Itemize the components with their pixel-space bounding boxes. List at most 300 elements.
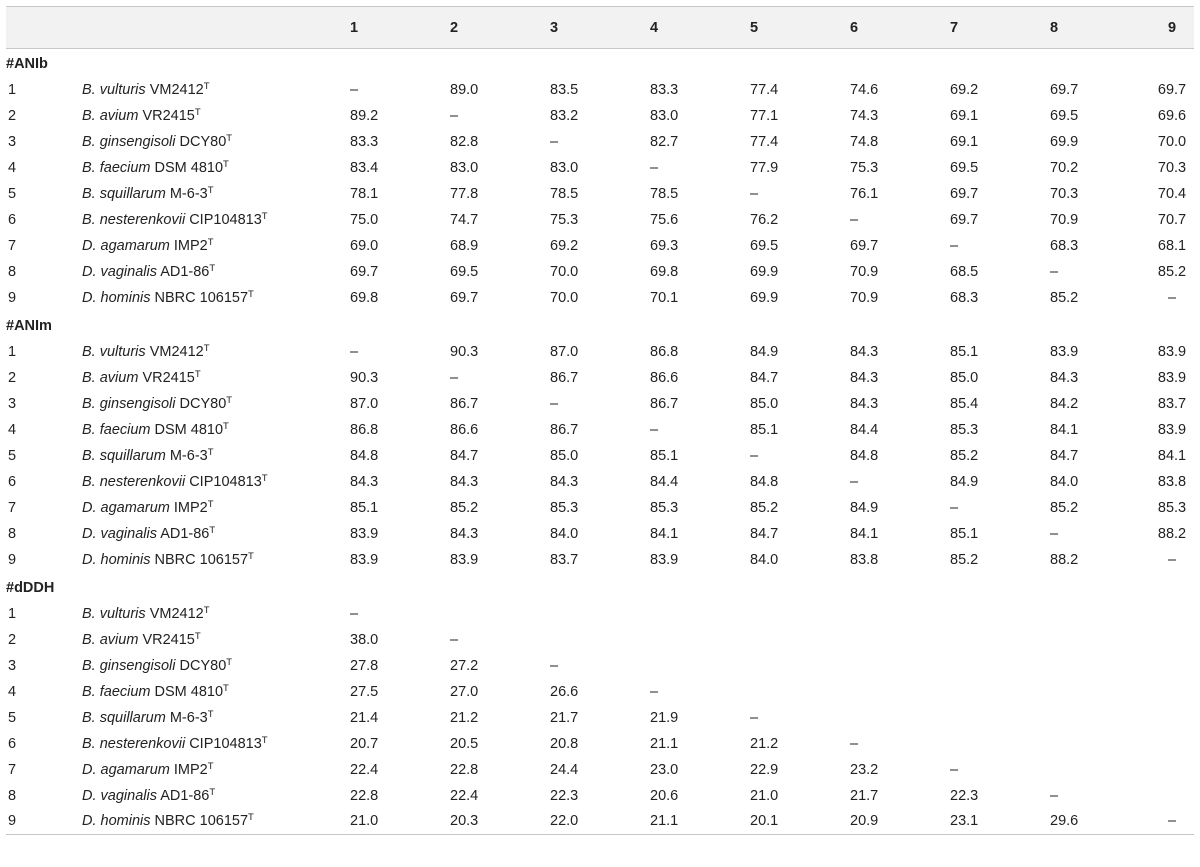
value-cell: 84.7	[750, 369, 779, 386]
table-row	[6, 547, 1194, 573]
row-number: 9	[6, 809, 82, 835]
column-header-1: 1	[350, 7, 450, 49]
value-cell: 83.4	[350, 159, 379, 176]
header-blank-num	[6, 7, 82, 49]
type-strain-marker: T	[194, 368, 201, 380]
value-cell: 85.2	[1050, 289, 1079, 306]
value-cell: 86.8	[650, 343, 679, 360]
value-cell: 69.7	[1157, 81, 1187, 98]
table-row	[6, 653, 1194, 679]
value-cell: 76.1	[850, 185, 879, 202]
table-row	[6, 77, 1194, 103]
value-cell: 69.7	[950, 211, 979, 228]
value-cell: 86.6	[650, 369, 679, 386]
type-strain-marker: T	[209, 262, 216, 274]
section-row	[6, 573, 1194, 601]
species-name: B. ginsengisoli	[82, 657, 176, 674]
value-cell: 85.1	[950, 343, 979, 360]
value-cell: 75.3	[550, 211, 579, 228]
column-header-4: 4	[650, 7, 750, 49]
strain-name	[82, 259, 350, 285]
value-cell: –	[750, 709, 759, 726]
value-cell	[950, 627, 1050, 653]
value-cell: 76.2	[750, 211, 779, 228]
row-number: 2	[8, 107, 17, 124]
species-name: B. nesterenkovii	[82, 211, 186, 228]
table-row	[6, 469, 1194, 495]
type-strain-marker: T	[223, 682, 229, 694]
value-cell	[950, 679, 1050, 705]
value-cell: 20.7	[350, 735, 379, 752]
column-header-7: 7	[950, 7, 1050, 49]
table-row	[6, 155, 1194, 181]
value-cell: 22.0	[550, 809, 650, 835]
value-cell: 22.9	[750, 761, 779, 778]
species-name: D. agamarum	[82, 761, 170, 778]
value-cell: 84.7	[450, 447, 479, 464]
value-cell: –	[1050, 263, 1059, 280]
value-cell: 85.3	[950, 421, 979, 438]
value-cell: 89.0	[450, 81, 479, 98]
section-title: #dDDH	[6, 579, 55, 596]
strain-name	[82, 339, 350, 365]
row-number: 9	[8, 551, 17, 568]
value-cell: 26.6	[550, 683, 579, 700]
strain-id: CIP104813	[189, 473, 262, 490]
strain-id: VM2412	[149, 605, 204, 622]
strain-id: M-6-3	[169, 447, 208, 464]
type-strain-marker: T	[226, 656, 233, 668]
type-strain-marker: T	[203, 342, 210, 354]
strain-id: DSM 4810	[154, 683, 224, 700]
value-cell: 70.4	[1157, 185, 1187, 202]
strain-name	[82, 129, 350, 155]
table-row	[6, 521, 1194, 547]
strain-name	[82, 809, 350, 835]
value-cell: 75.6	[650, 211, 679, 228]
value-cell: 84.4	[650, 473, 679, 490]
value-cell: 70.0	[550, 289, 579, 306]
table-row	[6, 627, 1194, 653]
strain-name	[82, 705, 350, 731]
strain-name	[82, 181, 350, 207]
value-cell: 69.1	[950, 133, 979, 150]
value-cell: 78.5	[650, 185, 679, 202]
value-cell: 21.7	[850, 787, 879, 804]
species-name: D. agamarum	[82, 499, 170, 516]
value-cell	[450, 601, 550, 627]
value-cell: –	[550, 395, 559, 412]
value-cell: –	[550, 657, 559, 674]
value-cell: –	[1050, 525, 1059, 542]
value-cell: 22.8	[350, 787, 379, 804]
value-cell: 78.1	[350, 185, 379, 202]
strain-name	[82, 155, 350, 181]
value-cell: 77.8	[450, 185, 479, 202]
table-body	[6, 49, 1194, 835]
value-cell	[650, 601, 750, 627]
value-cell: 75.0	[350, 211, 379, 228]
value-cell: 20.1	[750, 809, 850, 835]
value-cell: 69.5	[950, 159, 979, 176]
value-cell	[850, 653, 950, 679]
value-cell: 69.6	[1157, 107, 1187, 124]
value-cell: –	[650, 421, 659, 438]
row-number: 7	[8, 499, 17, 516]
strain-name	[82, 601, 350, 627]
value-cell: –	[950, 761, 959, 778]
value-cell: 84.0	[1050, 473, 1079, 490]
value-cell	[950, 601, 1050, 627]
table-row	[6, 443, 1194, 469]
species-name: B. nesterenkovii	[82, 473, 186, 490]
type-strain-marker: T	[248, 550, 254, 562]
table-header	[6, 7, 1194, 49]
value-cell: 86.7	[450, 395, 479, 412]
value-cell: 84.3	[850, 343, 879, 360]
value-cell: 23.2	[850, 761, 879, 778]
strain-name	[82, 233, 350, 259]
value-cell: 69.1	[950, 107, 979, 124]
value-cell: 69.2	[950, 81, 979, 98]
type-strain-marker: T	[207, 498, 214, 510]
value-cell: 69.2	[550, 237, 579, 254]
table-row	[6, 339, 1194, 365]
value-cell: 69.7	[450, 289, 479, 306]
type-strain-marker: T	[207, 760, 214, 772]
column-header-2: 2	[450, 7, 550, 49]
value-cell: 74.6	[850, 81, 879, 98]
value-cell: 77.1	[750, 107, 779, 124]
table-row	[6, 365, 1194, 391]
value-cell: 83.9	[450, 551, 479, 568]
value-cell: 21.4	[350, 709, 379, 726]
strain-id: DSM 4810	[154, 421, 224, 438]
value-cell: 69.7	[350, 263, 379, 280]
table-row	[6, 129, 1194, 155]
value-cell: 86.8	[350, 421, 379, 438]
species-name: D. vaginalis	[82, 787, 157, 804]
value-cell	[750, 653, 850, 679]
row-number: 1	[8, 81, 17, 98]
species-name: D. agamarum	[82, 237, 170, 254]
value-cell: 24.4	[550, 761, 579, 778]
value-cell: 27.8	[350, 657, 379, 674]
strain-name	[82, 365, 350, 391]
value-cell: 84.3	[450, 473, 479, 490]
value-cell: 69.7	[1050, 81, 1079, 98]
value-cell: 69.9	[750, 289, 779, 306]
strain-name	[82, 679, 350, 705]
value-cell: –	[850, 211, 859, 228]
value-cell: 86.7	[650, 395, 679, 412]
column-header-6: 6	[850, 7, 950, 49]
value-cell: –	[950, 499, 959, 516]
type-strain-marker: T	[261, 472, 268, 484]
value-cell: 77.9	[750, 159, 779, 176]
value-cell	[550, 627, 650, 653]
header-row	[6, 7, 1194, 49]
value-cell: 70.1	[650, 289, 679, 306]
value-cell: 85.0	[550, 447, 579, 464]
value-cell: 70.0	[1157, 133, 1187, 150]
type-strain-marker: T	[194, 106, 201, 118]
value-cell: 85.1	[750, 421, 779, 438]
value-cell: –	[450, 107, 459, 124]
value-cell	[1150, 653, 1194, 679]
value-cell: 22.4	[350, 761, 379, 778]
value-cell: 21.1	[650, 735, 679, 752]
species-name: B. squillarum	[82, 185, 166, 202]
species-name: B. faecium	[82, 159, 151, 176]
strain-name	[82, 417, 350, 443]
value-cell: 83.9	[1157, 421, 1187, 438]
strain-id: DCY80	[179, 133, 227, 150]
strain-name	[82, 731, 350, 757]
value-cell: 84.0	[750, 551, 779, 568]
row-number: 7	[8, 237, 17, 254]
value-cell: 85.2	[450, 499, 479, 516]
table-row	[6, 705, 1194, 731]
value-cell: 22.4	[450, 787, 479, 804]
value-cell	[650, 653, 750, 679]
value-cell: –	[650, 159, 659, 176]
type-strain-marker: T	[223, 158, 229, 170]
value-cell: 87.0	[550, 343, 579, 360]
value-cell: 70.2	[1050, 159, 1079, 176]
value-cell: 22.3	[950, 787, 979, 804]
value-cell	[1150, 627, 1194, 653]
species-name: B. squillarum	[82, 709, 166, 726]
value-cell	[650, 627, 750, 653]
row-number: 2	[8, 631, 17, 648]
strain-id: DCY80	[179, 657, 227, 674]
value-cell: –	[650, 683, 659, 700]
value-cell: 85.3	[550, 499, 579, 516]
value-cell	[1050, 757, 1150, 783]
value-cell: 85.0	[750, 395, 779, 412]
similarity-table	[6, 6, 1194, 835]
value-cell: –	[1150, 809, 1194, 835]
type-strain-marker: T	[248, 288, 254, 300]
value-cell: 83.9	[1050, 343, 1079, 360]
value-cell: 83.7	[1157, 395, 1187, 412]
row-number: 7	[8, 761, 17, 778]
strain-name	[82, 521, 350, 547]
value-cell: 22.8	[450, 761, 479, 778]
value-cell: 20.9	[850, 809, 950, 835]
value-cell: 38.0	[350, 631, 379, 648]
strain-id: VR2415	[142, 631, 195, 648]
table-row	[6, 809, 1194, 835]
value-cell	[850, 601, 950, 627]
value-cell: 70.3	[1050, 185, 1079, 202]
value-cell: 84.0	[550, 525, 579, 542]
value-cell: 68.5	[950, 263, 979, 280]
value-cell: 77.4	[750, 133, 779, 150]
type-strain-marker: T	[207, 708, 214, 720]
value-cell	[950, 705, 1050, 731]
value-cell	[1050, 731, 1150, 757]
value-cell: 83.9	[350, 525, 379, 542]
species-name: B. avium	[82, 631, 139, 648]
value-cell: 84.9	[950, 473, 979, 490]
column-header-8: 8	[1050, 7, 1150, 49]
strain-id: M-6-3	[169, 709, 208, 726]
value-cell: –	[1167, 551, 1177, 568]
row-number: 8	[8, 525, 17, 542]
value-cell	[950, 653, 1050, 679]
value-cell: –	[350, 81, 359, 98]
value-cell: 69.9	[750, 263, 779, 280]
section-title: #ANIb	[6, 55, 48, 72]
value-cell: –	[350, 605, 359, 622]
value-cell: 70.9	[850, 263, 879, 280]
value-cell: 85.2	[1050, 499, 1079, 516]
value-cell: 86.7	[550, 369, 579, 386]
strain-name	[82, 783, 350, 809]
value-cell: 85.2	[950, 447, 979, 464]
header-blank-name	[82, 7, 350, 49]
type-strain-marker: T	[248, 812, 254, 824]
value-cell: 83.9	[650, 551, 679, 568]
strain-id: AD1-86	[160, 787, 210, 804]
value-cell: 84.2	[1050, 395, 1079, 412]
value-cell	[1050, 705, 1150, 731]
value-cell: 82.8	[450, 133, 479, 150]
value-cell: 21.0	[750, 787, 779, 804]
column-header-9: 9	[1150, 7, 1194, 49]
value-cell	[550, 601, 650, 627]
table-row	[6, 679, 1194, 705]
value-cell: 83.2	[550, 107, 579, 124]
species-name: B. vulturis	[82, 605, 146, 622]
row-number: 5	[8, 709, 17, 726]
value-cell: 83.0	[450, 159, 479, 176]
value-cell: 84.3	[550, 473, 579, 490]
row-number: 3	[8, 133, 17, 150]
row-number: 2	[8, 369, 17, 386]
row-number: 6	[8, 473, 17, 490]
value-cell	[1150, 705, 1194, 731]
column-header-3: 3	[550, 7, 650, 49]
value-cell: 69.8	[650, 263, 679, 280]
value-cell: 83.9	[1157, 369, 1187, 386]
value-cell: 85.0	[950, 369, 979, 386]
value-cell: 83.8	[1157, 473, 1187, 490]
value-cell: 74.7	[450, 211, 479, 228]
value-cell	[1150, 679, 1194, 705]
value-cell: 27.0	[450, 683, 479, 700]
table-row	[6, 783, 1194, 809]
value-cell	[1150, 783, 1194, 809]
type-strain-marker: T	[226, 394, 233, 406]
strain-name	[82, 495, 350, 521]
strain-id: NBRC 106157	[154, 813, 249, 830]
species-name: B. avium	[82, 369, 139, 386]
row-number: 6	[8, 735, 17, 752]
value-cell: 83.7	[550, 551, 579, 568]
species-name: B. squillarum	[82, 447, 166, 464]
strain-id: DSM 4810	[154, 159, 224, 176]
section-title: #ANIm	[6, 317, 52, 334]
value-cell: 84.1	[1157, 447, 1187, 464]
value-cell	[1150, 731, 1194, 757]
value-cell: –	[850, 735, 859, 752]
type-strain-marker: T	[226, 132, 233, 144]
table-row	[6, 181, 1194, 207]
row-number: 8	[8, 787, 17, 804]
value-cell: 20.5	[450, 735, 479, 752]
strain-id: AD1-86	[160, 263, 210, 280]
value-cell	[1050, 653, 1150, 679]
row-number: 4	[8, 683, 17, 700]
value-cell: 70.9	[850, 289, 879, 306]
value-cell: 22.3	[550, 787, 579, 804]
strain-name	[82, 285, 350, 311]
value-cell: 69.0	[350, 237, 379, 254]
value-cell: 68.9	[450, 237, 479, 254]
value-cell: 74.8	[850, 133, 879, 150]
row-number: 4	[8, 421, 17, 438]
value-cell: 84.8	[750, 473, 779, 490]
value-cell: 85.1	[650, 447, 679, 464]
table-row	[6, 233, 1194, 259]
value-cell	[1050, 627, 1150, 653]
value-cell: 69.3	[650, 237, 679, 254]
value-cell: 84.1	[850, 525, 879, 542]
value-cell: –	[450, 631, 459, 648]
table-row	[6, 103, 1194, 129]
strain-name	[82, 547, 350, 573]
row-number: 3	[8, 657, 17, 674]
value-cell: 90.3	[450, 343, 479, 360]
value-cell	[1050, 601, 1150, 627]
table-row	[6, 285, 1194, 311]
value-cell: 83.9	[1157, 343, 1187, 360]
table-row	[6, 391, 1194, 417]
value-cell	[1150, 601, 1194, 627]
value-cell: 84.3	[450, 525, 479, 542]
value-cell: 85.3	[650, 499, 679, 516]
value-cell: 20.6	[650, 787, 679, 804]
value-cell: 83.0	[550, 159, 579, 176]
species-name: D. hominis	[82, 551, 151, 568]
value-cell: 69.7	[950, 185, 979, 202]
species-name: B. faecium	[82, 421, 151, 438]
row-number: 1	[8, 605, 17, 622]
value-cell	[1050, 679, 1150, 705]
strain-id: CIP104813	[189, 211, 262, 228]
table-row	[6, 731, 1194, 757]
table-row	[6, 757, 1194, 783]
species-name: B. vulturis	[82, 343, 146, 360]
type-strain-marker: T	[261, 734, 268, 746]
strain-name	[82, 391, 350, 417]
value-cell: 23.1	[950, 809, 1050, 835]
value-cell: 85.1	[350, 499, 379, 516]
value-cell	[850, 679, 950, 705]
strain-id: NBRC 106157	[154, 551, 249, 568]
value-cell: 83.3	[650, 81, 679, 98]
value-cell: 27.2	[450, 657, 479, 674]
value-cell	[750, 627, 850, 653]
table-row	[6, 495, 1194, 521]
value-cell: 29.6	[1050, 809, 1150, 835]
value-cell: 85.1	[950, 525, 979, 542]
value-cell: 83.5	[550, 81, 579, 98]
value-cell: 84.8	[350, 447, 379, 464]
